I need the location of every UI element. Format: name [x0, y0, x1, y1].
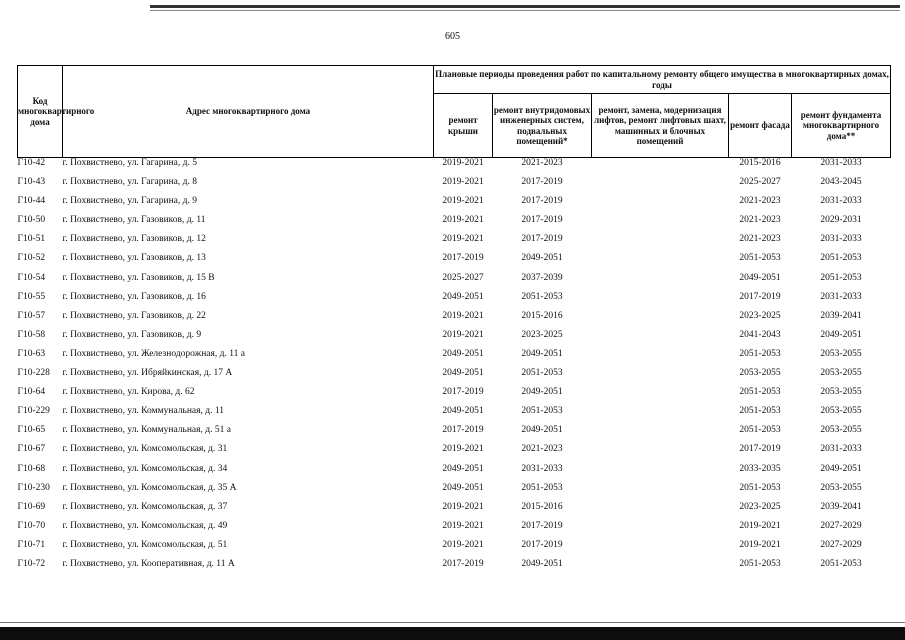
table-row: [18, 311, 891, 330]
row-facade: 2051-2053: [739, 425, 781, 436]
row-address: г. Похвистнево, ул. Кирова, д. 62: [62, 387, 195, 398]
row-foundation: 2031-2033: [820, 158, 862, 168]
row-address: г. Похвистнево, ул. Ибряйкинская, д. 17 А: [62, 368, 233, 379]
row-foundation: 2043-2045: [820, 177, 862, 188]
row-roof: 2019-2021: [442, 520, 484, 531]
row-code: Г10-54: [17, 272, 46, 283]
row-facade: 2053-2055: [739, 368, 781, 379]
row-facade: 2041-2043: [739, 329, 781, 340]
row-systems: 2051-2053: [521, 482, 563, 493]
table-row: [18, 502, 891, 521]
row-systems: 2051-2053: [521, 368, 563, 379]
row-systems: 2031-2033: [521, 463, 563, 474]
row-roof: 2017-2019: [442, 253, 484, 264]
table-row: [18, 406, 891, 425]
row-lifts: [592, 368, 729, 387]
row-lifts: [592, 292, 729, 311]
row-facade: 2051-2053: [739, 406, 781, 417]
table-body: [18, 158, 891, 579]
row-address: г. Похвистнево, ул. Газовиков, д. 13: [62, 253, 206, 264]
row-address: г. Похвистнево, ул. Гагарина, д. 5: [62, 158, 197, 168]
row-lifts: [592, 177, 729, 196]
row-lifts: [592, 158, 729, 178]
row-foundation: 2053-2055: [820, 368, 862, 379]
row-systems: 2049-2051: [521, 253, 563, 264]
row-systems: 2015-2016: [521, 501, 563, 512]
row-roof: 2025-2027: [442, 272, 484, 283]
row-systems: 2017-2019: [521, 177, 563, 188]
row-roof: 2017-2019: [442, 558, 484, 569]
row-roof: 2019-2021: [442, 234, 484, 245]
row-systems: 2049-2051: [521, 425, 563, 436]
row-facade: 2033-2035: [739, 463, 781, 474]
row-address: г. Похвистнево, ул. Железнодорожная, д. 11 а: [62, 348, 245, 359]
header-lifts: ремонт, замена, модернизация лифтов, ремонт лифтовых шахт, машинных и блочных помещений: [592, 94, 729, 158]
row-lifts: [592, 444, 729, 463]
header-planned-periods: Плановые периоды проведения работ по капитальному ремонту общего имущества в многоквартирных домах, годы: [434, 66, 891, 94]
top-rule: [150, 5, 900, 8]
row-address: г. Похвистнево, ул. Газовиков, д. 16: [62, 291, 206, 302]
row-lifts: [592, 540, 729, 559]
row-code: Г10-55: [17, 291, 46, 302]
row-address: г. Похвистнево, ул. Комсомольская, д. 37: [62, 501, 228, 512]
row-address: г. Похвистнево, ул. Газовиков, д. 15 В: [62, 272, 215, 283]
row-lifts: [592, 330, 729, 349]
row-code: Г10-70: [17, 520, 46, 531]
row-roof: 2049-2051: [442, 482, 484, 493]
row-lifts: [592, 521, 729, 540]
table-row: [18, 368, 891, 387]
table-row: [18, 483, 891, 502]
row-systems: 2049-2051: [521, 348, 563, 359]
table-row: [18, 521, 891, 540]
row-address: г. Похвистнево, ул. Комсомольская, д. 51: [62, 539, 228, 550]
row-facade: 2019-2021: [739, 539, 781, 550]
row-address: г. Похвистнево, ул. Газовиков, д. 12: [62, 234, 206, 245]
table-row: [18, 330, 891, 349]
row-lifts: [592, 464, 729, 483]
row-lifts: [592, 253, 729, 272]
top-rule-thin: [150, 10, 900, 11]
table-row: [18, 464, 891, 483]
row-address: г. Похвистнево, ул. Комсомольская, д. 35 А: [62, 482, 237, 493]
header-address: Адрес многоквартирного дома: [63, 66, 434, 158]
row-facade: 2017-2019: [739, 444, 781, 455]
row-roof: 2019-2021: [442, 215, 484, 226]
row-roof: 2019-2021: [442, 177, 484, 188]
header-roof: ремонт крыши: [434, 94, 493, 158]
table-row: [18, 273, 891, 292]
row-lifts: [592, 483, 729, 502]
row-roof: 2019-2021: [442, 539, 484, 550]
row-lifts: [592, 406, 729, 425]
row-address: г. Похвистнево, ул. Коммунальная, д. 11: [62, 406, 224, 417]
row-address: г. Похвистнево, ул. Газовиков, д. 9: [62, 329, 202, 340]
header-systems: ремонт внутридомовых инженерных систем, подвальных помещений*: [493, 94, 592, 158]
bottom-rule-thin: [0, 622, 905, 623]
row-lifts: [592, 349, 729, 368]
row-code: Г10-57: [17, 310, 46, 321]
row-address: г. Похвистнево, ул. Комсомольская, д. 49: [62, 520, 228, 531]
row-roof: 2019-2021: [442, 196, 484, 207]
page-number: 605: [445, 31, 460, 42]
table-row: [18, 540, 891, 559]
row-foundation: 2053-2055: [820, 482, 862, 493]
row-lifts: [592, 425, 729, 444]
row-foundation: 2053-2055: [820, 387, 862, 398]
row-roof: 2019-2021: [442, 329, 484, 340]
row-roof: 2019-2021: [442, 444, 484, 455]
row-code: Г10-50: [17, 215, 46, 226]
row-roof: 2017-2019: [442, 387, 484, 398]
row-code: Г10-69: [17, 501, 46, 512]
header-facade: ремонт фасада: [729, 94, 792, 158]
row-roof: 2019-2021: [442, 158, 484, 168]
row-facade: 2021-2023: [739, 215, 781, 226]
row-facade: 2023-2025: [739, 501, 781, 512]
row-facade: 2051-2053: [739, 253, 781, 264]
row-address: г. Похвистнево, ул. Комсомольская, д. 34: [62, 463, 228, 474]
repair-schedule-table: [17, 65, 891, 578]
table-row: [18, 196, 891, 215]
table-row: [18, 559, 891, 578]
table-row: [18, 349, 891, 368]
table-row: [18, 158, 891, 178]
row-foundation: 2031-2033: [820, 444, 862, 455]
row-foundation: 2053-2055: [820, 406, 862, 417]
row-address: г. Похвистнево, ул. Коммунальная, д. 51 а: [62, 425, 231, 436]
row-code: Г10-51: [17, 234, 46, 245]
table-row: [18, 234, 891, 253]
header-foundation: ремонт фундамента многоквартирного дома**: [792, 94, 891, 158]
row-systems: 2021-2023: [521, 444, 563, 455]
row-roof: 2049-2051: [442, 291, 484, 302]
row-address: г. Похвистнево, ул. Кооперативная, д. 11 А: [62, 558, 235, 569]
row-address: г. Похвистнево, ул. Газовиков, д. 22: [62, 310, 206, 321]
row-code: Г10-58: [17, 329, 46, 340]
row-facade: 2051-2053: [739, 558, 781, 569]
row-code: Г10-44: [17, 196, 46, 207]
bottom-bar: [0, 627, 905, 640]
table-row: [18, 177, 891, 196]
row-facade: 2025-2027: [739, 177, 781, 188]
row-foundation: 2049-2051: [820, 463, 862, 474]
row-foundation: 2031-2033: [820, 234, 862, 245]
table-row: [18, 253, 891, 272]
row-foundation: 2039-2041: [820, 310, 862, 321]
row-systems: 2049-2051: [521, 558, 563, 569]
row-roof: 2049-2051: [442, 348, 484, 359]
row-address: г. Похвистнево, ул. Газовиков, д. 11: [62, 215, 206, 226]
row-facade: 2015-2016: [739, 158, 781, 168]
row-roof: 2019-2021: [442, 310, 484, 321]
row-address: г. Похвистнево, ул. Гагарина, д. 9: [62, 196, 197, 207]
row-facade: 2021-2023: [739, 196, 781, 207]
row-foundation: 2051-2053: [820, 272, 862, 283]
row-foundation: 2027-2029: [820, 520, 862, 531]
row-systems: 2051-2053: [521, 406, 563, 417]
row-foundation: 2049-2051: [820, 329, 862, 340]
row-code: Г10-64: [17, 387, 46, 398]
row-address: г. Похвистнево, ул. Гагарина, д. 8: [62, 177, 197, 188]
row-systems: 2049-2051: [521, 387, 563, 398]
row-address: г. Похвистнево, ул. Комсомольская, д. 31: [62, 444, 228, 455]
row-foundation: 2027-2029: [820, 539, 862, 550]
row-code: Г10-67: [17, 444, 46, 455]
row-systems: 2017-2019: [521, 196, 563, 207]
row-foundation: 2031-2033: [820, 291, 862, 302]
row-lifts: [592, 273, 729, 292]
row-foundation: 2029-2031: [820, 215, 862, 226]
row-facade: 2017-2019: [739, 291, 781, 302]
row-facade: 2051-2053: [739, 482, 781, 493]
row-foundation: 2039-2041: [820, 501, 862, 512]
row-code: Г10-52: [17, 253, 46, 264]
row-systems: 2017-2019: [521, 520, 563, 531]
row-code: Г10-71: [17, 539, 46, 550]
row-lifts: [592, 196, 729, 215]
row-lifts: [592, 311, 729, 330]
row-foundation: 2053-2055: [820, 425, 862, 436]
row-code: Г10-43: [17, 177, 46, 188]
row-facade: 2019-2021: [739, 520, 781, 531]
row-systems: 2023-2025: [521, 329, 563, 340]
row-lifts: [592, 234, 729, 253]
row-roof: 2049-2051: [442, 406, 484, 417]
row-systems: 2021-2023: [521, 158, 563, 168]
row-facade: 2023-2025: [739, 310, 781, 321]
table-row: [18, 292, 891, 311]
table-row: [18, 215, 891, 234]
row-facade: 2021-2023: [739, 234, 781, 245]
row-roof: 2017-2019: [442, 425, 484, 436]
row-roof: 2019-2021: [442, 501, 484, 512]
row-foundation: 2031-2033: [820, 196, 862, 207]
table-row: [18, 425, 891, 444]
row-systems: 2017-2019: [521, 234, 563, 245]
row-code: Г10-229: [17, 406, 50, 417]
row-foundation: 2051-2053: [820, 558, 862, 569]
table-row: [18, 444, 891, 463]
row-systems: 2017-2019: [521, 215, 563, 226]
header-code: Код многоквартирного дома: [18, 66, 63, 158]
row-roof: 2049-2051: [442, 368, 484, 379]
row-code: Г10-65: [17, 425, 46, 436]
row-lifts: [592, 215, 729, 234]
row-lifts: [592, 502, 729, 521]
row-code: Г10-228: [17, 368, 50, 379]
row-foundation: 2051-2053: [820, 253, 862, 264]
row-code: Г10-68: [17, 463, 46, 474]
row-facade: 2051-2053: [739, 387, 781, 398]
row-systems: 2037-2039: [521, 272, 563, 283]
row-code: Г10-72: [17, 558, 46, 569]
table-row: [18, 387, 891, 406]
row-systems: 2015-2016: [521, 310, 563, 321]
row-foundation: 2053-2055: [820, 348, 862, 359]
row-lifts: [592, 387, 729, 406]
row-roof: 2049-2051: [442, 463, 484, 474]
row-code: Г10-230: [17, 482, 50, 493]
row-facade: 2051-2053: [739, 348, 781, 359]
row-lifts: [592, 559, 729, 578]
row-facade: 2049-2051: [739, 272, 781, 283]
row-systems: 2051-2053: [521, 291, 563, 302]
row-code: Г10-42: [17, 158, 46, 168]
row-code: Г10-63: [17, 348, 46, 359]
row-systems: 2017-2019: [521, 539, 563, 550]
